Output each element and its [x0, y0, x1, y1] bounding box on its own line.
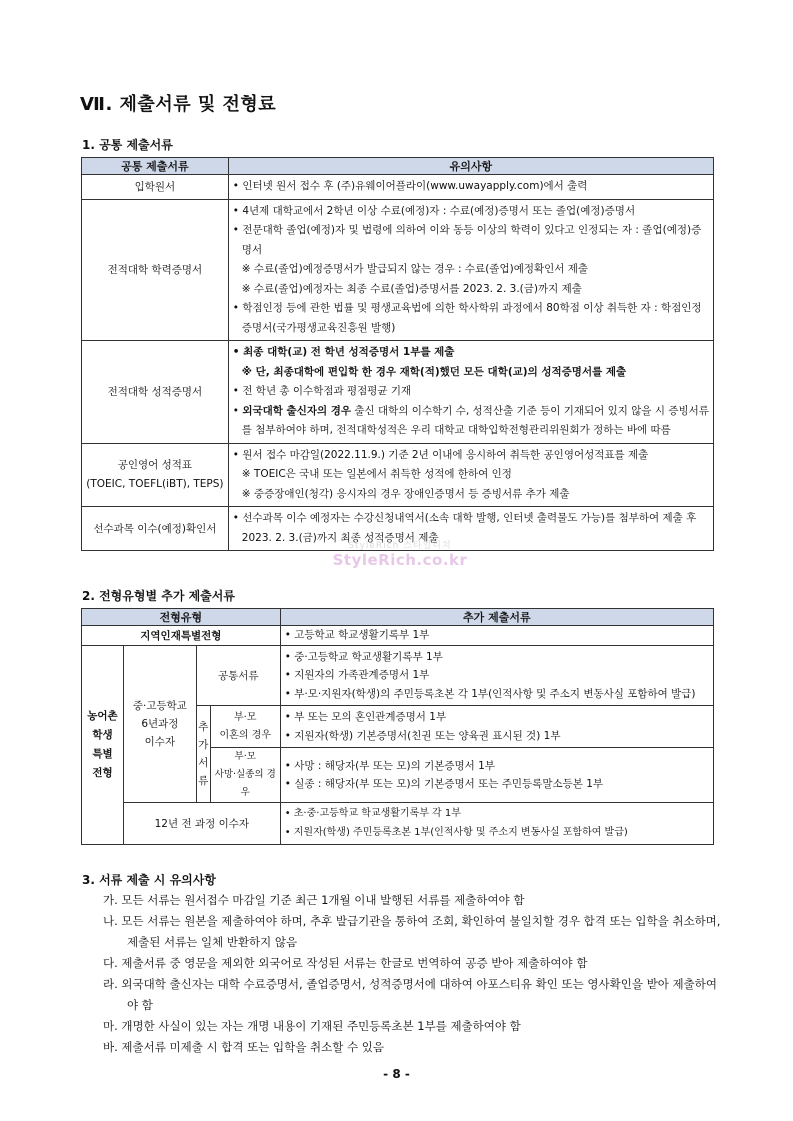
label-char: 류	[198, 775, 209, 787]
rural-label	[82, 645, 124, 845]
twelve-year-label: 12년 전 과정 이수자	[123, 803, 280, 845]
table-row	[82, 443, 714, 507]
row-label-line: (TOEIC, TOEFL(iBT), TEPS)	[86, 477, 224, 490]
table-row	[82, 199, 714, 341]
note-line: • 선수과목 이수 예정자는 수강신청내역서(소속 대학 발행, 인터넷 출력물도 가능)를 첨부하여 제출 후 2023. 2. 3.(금)까지 최종 성적증명서 제출	[232, 512, 697, 544]
divorce-label	[210, 706, 280, 748]
note-line: • 인터넷 원서 접수 후 (주)유웨이어플라이(www.uwayapply.com)에서 출력	[232, 180, 588, 192]
label-line: 부·모	[233, 711, 257, 723]
page-number: - 8 -	[383, 1067, 410, 1081]
note-line: • 전 학년 총 이수학점과 평점평균 기재	[232, 385, 412, 397]
note-line: • 학점인정 등에 관한 법률 및 평생교육법에 의한 학사학위 과정에서 80학점 이상 취득한 자 : 학점인정증명서(국가평생교육진흥원 발행)	[232, 302, 702, 334]
watermark-line: StyleRich 스타일리치	[348, 541, 452, 551]
note-line: • 지원자(학생) 주민등록초본 1부(인적사항 및 주소지 변동사실 포함하여 발급)	[284, 826, 628, 838]
row-notes	[228, 443, 713, 507]
row-notes	[228, 175, 713, 200]
note-line: • 초·중·고등학교 학교생활기록부 각 1부	[284, 808, 461, 819]
section1-title: 1. 공통 제출서류	[82, 138, 173, 152]
watermark	[320, 538, 480, 569]
note-line: • 최종 대학(교) 전 학년 성적증명서 1부를 제출	[232, 346, 455, 358]
label-line: 중·고등학교	[132, 699, 187, 712]
note-line: ※ TOEIC은 국내 또는 일본에서 취득한 성적에 한하여 인정	[241, 468, 512, 480]
table-row	[82, 626, 714, 646]
table-row	[82, 645, 714, 706]
section3-title: 3. 서류 제출 시 유의사항	[82, 873, 216, 887]
row-label: 전적대학 학력증명서	[82, 199, 229, 341]
label-line: 전형	[92, 766, 113, 779]
row-label: 선수과목 이수(예정)확인서	[82, 507, 229, 551]
note-line: • 지원자(학생) 기본증명서(친권 또는 양육권 표시된 것) 1부	[284, 729, 561, 742]
header-common-docs: 공통 제출서류	[82, 158, 229, 175]
label-line: 부·모	[234, 751, 256, 762]
regional-docs	[280, 626, 713, 646]
note-line: ※ 수료(졸업)예정자는 최종 수료(졸업)증명서를 2023. 2. 3.(금)까지 제출	[241, 282, 582, 295]
header-additional-docs: 추가 제출서류	[280, 609, 713, 626]
note-line: • 4년제 대학교에서 2학년 이상 수료(예정)자 : 수료(예정)증명서 또는 졸업(예정)증명서	[232, 204, 636, 217]
row-label-line: 공인영어 성적표	[117, 458, 193, 471]
note-line: • 외국대학 출신자의 경우 출신 대학의 이수학기 수, 성적산출 기준 등이 기재되어 있지 않을 시 증빙서류를 첨부하여야 하며, 전적대학성적은 우리 대학교 대학입학전형관리위원회가 정하는 바에 따름	[232, 404, 709, 436]
note-line: ※ 중증장애인(청각) 응시자의 경우 장애인증명서 등 증빙서류 추가 제출	[241, 487, 570, 500]
note-line: • 실종 : 해당자(부 또는 모)의 기본증명서 또는 주민등록말소등본 1부	[284, 778, 604, 790]
note-line: ※ 수료(졸업)예정증명서가 발급되지 않는 경우 : 수료(졸업)예정확인서 제출	[241, 263, 589, 275]
death-label	[210, 748, 280, 803]
note-emphasis: 외국대학 출신자의 경우	[242, 404, 352, 417]
label-line: 학생	[92, 728, 113, 741]
note-item: 바. 제출서류 미제출 시 합격 또는 입학을 취소할 수 있음	[103, 1040, 384, 1054]
label-line: 6년과정	[141, 717, 179, 730]
label-line: 이수자	[144, 735, 176, 748]
label-char: 추	[198, 721, 209, 733]
note-line: • 부 또는 모의 혼인관계증명서 1부	[284, 711, 447, 723]
note-line: • 원서 접수 마감일(2022.11.9.) 기준 2년 이내에 응시하여 취득한 공인영어성적표를 제출	[232, 448, 649, 461]
label-line: 이혼의 경우	[219, 729, 271, 741]
note-item: 나. 모든 서류는 원본을 제출하여야 하며, 추후 발급기관을 통하여 조회, 확인하여 불일치할 경우 합격 또는 입학을 취소하며, 제출된 서류는 일체 반환하지 않음	[103, 914, 721, 949]
header-admission-type: 전형유형	[82, 609, 281, 626]
regional-label: 지역인재특별전형	[82, 626, 281, 646]
note-item: 마. 개명한 사실이 있는 자는 개명 내용이 기재된 주민등록초본 1부를 제출하여야 함	[103, 1019, 521, 1033]
add-docs-label	[196, 706, 210, 803]
note-item: 라. 외국대학 출신자는 대학 수료증명서, 졸업증명서, 성적증명서에 대하여 아포스티유 확인 또는 영사확인을 받아 제출하여야 함	[103, 977, 717, 1012]
note-item: 다. 제출서류 중 영문을 제외한 외국어로 작성된 서류는 한글로 번역하여 공증 받아 제출하여야 함	[103, 956, 588, 970]
note-line: • 중·고등학교 학교생활기록부 1부	[284, 650, 443, 663]
common-docs-label: 공통서류	[196, 645, 280, 706]
row-label	[82, 443, 229, 507]
section2-title: 2. 전형유형별 추가 제출서류	[82, 589, 235, 603]
label-line: 농어촌	[87, 709, 118, 722]
label-line: 특별	[92, 747, 113, 760]
submission-notes	[103, 890, 723, 1058]
common-docs	[280, 645, 713, 706]
watermark-line: StyleRich.co.kr	[332, 551, 468, 569]
row-label: 입학원서	[82, 175, 229, 200]
chapter-title: Ⅶ. 제출서류 및 전형료	[80, 94, 277, 115]
label-char: 가	[198, 739, 209, 751]
label-line: 사망·실종의 경우	[214, 769, 276, 798]
note-line: • 전문대학 졸업(예정)자 및 법령에 의하여 이와 동등 이상의 학력이 있다고 인정되는 자 : 졸업(예정)증명서	[232, 224, 702, 256]
note-line: • 지원자의 가족관계증명서 1부	[284, 669, 430, 681]
row-notes	[228, 199, 713, 341]
note-line: • 부·모·지원자(학생)의 주민등록초본 각 1부(인적사항 및 주소지 변동사실 포함하여 발급)	[284, 687, 696, 700]
note-line: • 고등학교 학교생활기록부 1부	[284, 629, 430, 641]
note-line: ※ 단, 최종대학에 편입학 한 경우 재학(적)했던 모든 대학(교)의 성적증명서를 제출	[241, 365, 627, 378]
label-char: 서	[198, 757, 209, 769]
note-item: 가. 모든 서류는 원서접수 마감일 기준 최근 1개월 이내 발행된 서류를 제출하여야 함	[103, 893, 525, 907]
row-notes	[228, 341, 713, 444]
table-row	[82, 341, 714, 444]
row-label: 전적대학 성적증명서	[82, 341, 229, 444]
note-text: 출신 대학의 이수학기 수, 성적산출 기준 등이 기재되어 있지 않을 시 증빙서류를 첨부하여야 하며, 전적대학성적은 우리 대학교 대학입학전형관리위원회가 정하는 바에 따름	[241, 404, 709, 436]
additional-documents-table	[81, 608, 714, 845]
divorce-docs	[280, 706, 713, 748]
six-year-label	[123, 645, 196, 803]
death-docs	[280, 748, 713, 803]
twelve-year-docs	[280, 803, 713, 845]
note-line: • 사망 : 해당자(부 또는 모)의 기본증명서 1부	[284, 759, 495, 772]
header-notes: 유의사항	[228, 158, 713, 175]
table-row	[82, 175, 714, 200]
common-documents-table	[81, 157, 714, 551]
table-row	[82, 803, 714, 845]
